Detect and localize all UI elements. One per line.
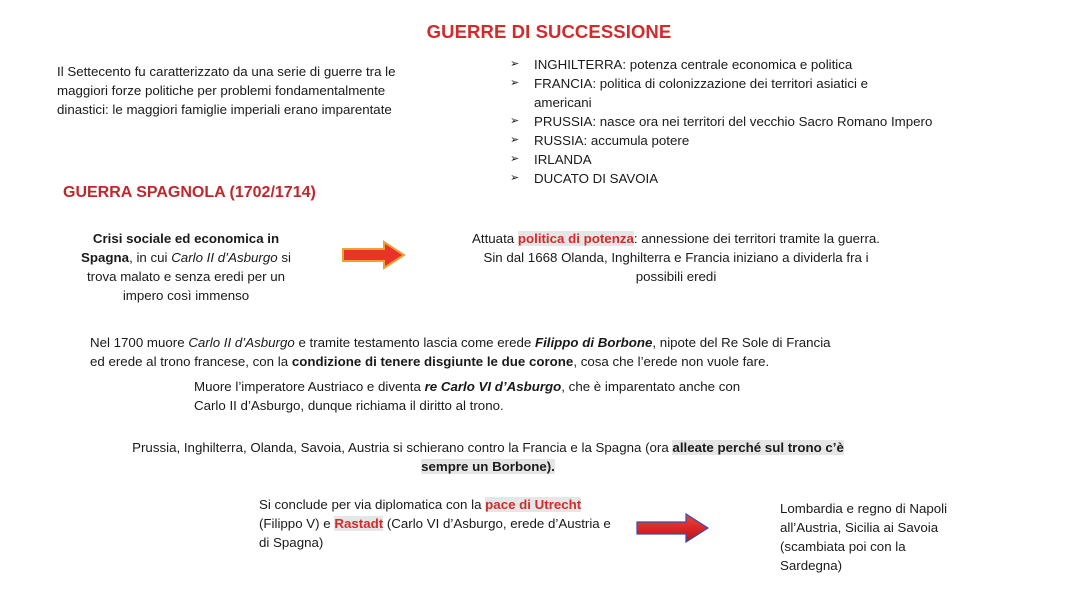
power-desc: : politica di colonizzazione dei territori asiatici e americani: [534, 76, 869, 110]
crisis-bold: Crisi sociale ed economica in Spagna: [81, 231, 280, 265]
power-name: PRUSSIA: [534, 114, 593, 129]
text-part: , cosa che l’erede non vuole fare.: [573, 354, 770, 369]
outcome-line: all’Austria, Sicilia ai Savoia: [780, 520, 939, 535]
list-item: [510, 131, 980, 150]
power-name: RUSSIA: [534, 133, 584, 148]
outcome-line: (scambiata poi con la: [780, 539, 906, 554]
list-item: [510, 112, 980, 131]
text-part: Prussia, Inghilterra, Olanda, Savoia, Austria si schierano contro la Francia e la Spagna (ora: [132, 440, 673, 455]
crisis-text-part: , in cui: [129, 250, 172, 265]
treaty-name: Rastadt: [334, 516, 384, 531]
power-name: DUCATO DI SAVOIA: [534, 171, 659, 186]
arrowhead-bullet-icon: ➢: [510, 115, 520, 127]
person-name: Carlo II d’Asburgo: [188, 335, 295, 350]
bold-term: condizione di tenere disgiunte le due corone: [291, 354, 574, 369]
text-part: Si conclude per via diplomatica con la: [259, 497, 486, 512]
person-name: Carlo II d’Asburgo: [171, 250, 278, 265]
highlighted-term: politica di potenza: [517, 231, 634, 246]
alliance-paragraph: [132, 438, 844, 476]
arrowhead-bullet-icon: ➢: [510, 153, 520, 165]
emperor-paragraph: [194, 377, 774, 415]
power-desc: : accumula potere: [583, 133, 690, 148]
crisis-text-part: si trova malato e senza eredi per un impero così immenso: [86, 250, 291, 303]
intro-line: Il Settecento fu caratterizzato da una serie di guerre tra le: [57, 64, 396, 79]
testament-paragraph: [90, 333, 840, 371]
person-name: re Carlo VI d’Asburgo: [424, 379, 562, 394]
policy-text: [470, 229, 882, 286]
list-item: [510, 169, 980, 188]
outcome-line: Lombardia e regno di Napoli: [780, 501, 948, 516]
text-part: , nipote del Re Sole di Francia ed erede al trono francese, con la: [90, 335, 831, 369]
powers-list: [510, 55, 980, 188]
power-desc: : potenza centrale economica e politica: [622, 57, 853, 72]
text-part: e tramite testamento lascia come erede: [294, 335, 535, 350]
treaty-name: pace di Utrecht: [485, 497, 582, 512]
arrow-right-icon: [342, 240, 406, 270]
bold-term: alleate perché sul trono c’è sempre un Borbone).: [421, 440, 844, 474]
policy-text-part: Attuata: [472, 231, 518, 246]
outcome-line: Sardegna): [780, 558, 843, 573]
text-part: , che è imparentato anche con Carlo II d’Asburgo, dunque richiama il diritto al trono.: [194, 379, 741, 413]
page-title: GUERRE DI SUCCESSIONE: [426, 21, 672, 42]
arrow-right-icon: [636, 512, 710, 544]
outcome-text: [780, 499, 990, 575]
power-name: INGHILTERRA: [534, 57, 623, 72]
power-name: FRANCIA: [534, 76, 593, 91]
list-item: [510, 55, 894, 74]
policy-text-part: : annessione dei territori tramite la guerra. Sin dal 1668 Olanda, Inghilterra e Francia iniziano a dividerla fra i possibili eredi: [483, 231, 880, 284]
list-item: [510, 150, 980, 169]
intro-line: dinastici: le maggiori famiglie imperiali erano imparentate: [57, 102, 392, 117]
arrowhead-bullet-icon: ➢: [510, 172, 520, 184]
intro-line: maggiori forze politiche per problemi fondamentalmente: [57, 83, 386, 98]
power-desc: : nasce ora nei territori del vecchio Sacro Romano Impero: [592, 114, 933, 129]
text-part: (Filippo V) e: [259, 516, 335, 531]
intro-paragraph: [57, 62, 457, 119]
arrowhead-bullet-icon: ➢: [510, 77, 520, 89]
section-title: GUERRA SPAGNOLA (1702/1714): [63, 184, 316, 201]
text-part: Muore l’imperatore Austriaco e diventa: [194, 379, 425, 394]
power-name: IRLANDA: [534, 152, 592, 167]
arrowhead-bullet-icon: ➢: [510, 134, 520, 146]
arrowhead-bullet-icon: ➢: [510, 58, 520, 70]
list-item: [510, 74, 894, 112]
text-part: (Carlo VI d’Asburgo, erede d’Austria e di Spagna): [259, 516, 611, 550]
person-name: Filippo di Borbone: [534, 335, 653, 350]
peace-paragraph: [259, 495, 619, 552]
crisis-text: [72, 229, 300, 305]
text-part: Nel 1700 muore: [90, 335, 189, 350]
